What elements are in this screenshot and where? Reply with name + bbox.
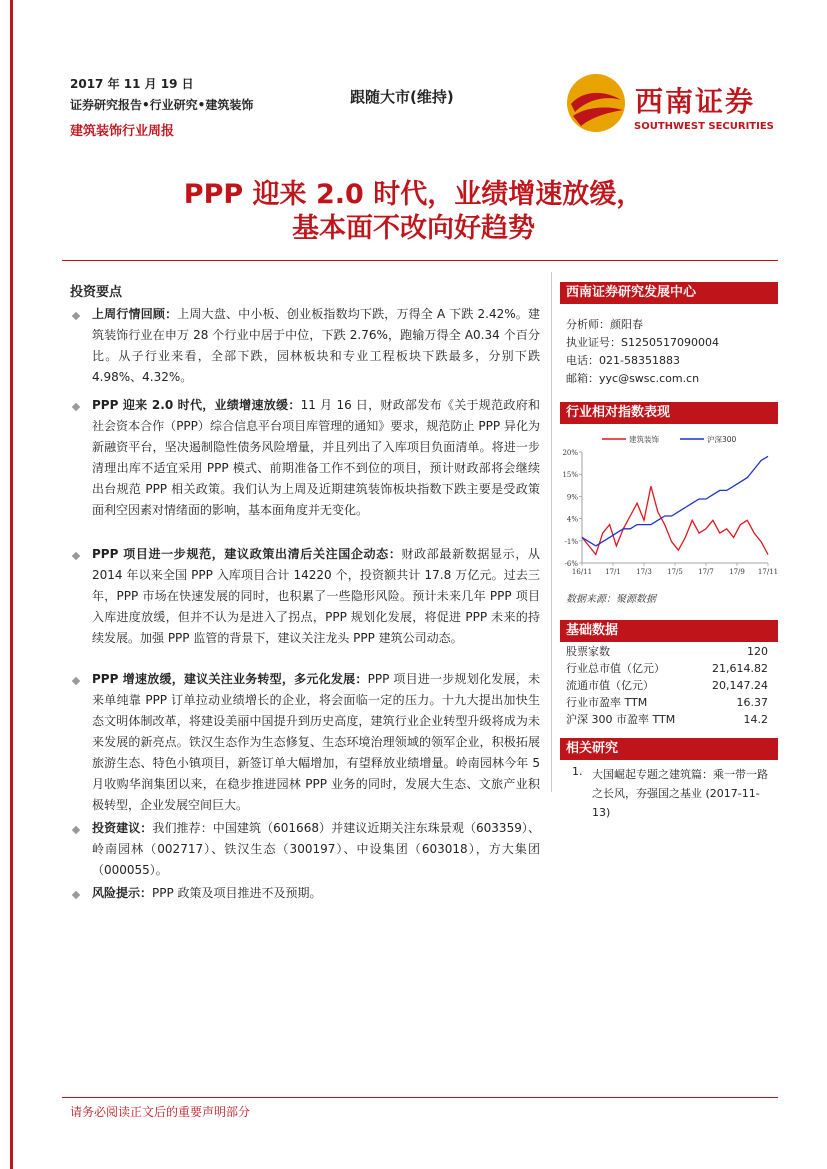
point-text: PPP 政策及项目推进不及预期。 xyxy=(152,886,322,900)
column-divider xyxy=(551,272,552,792)
research-center-header: 西南证券研究发展中心 xyxy=(560,282,778,304)
rating: 跟随大市(维持) xyxy=(350,88,454,106)
row-value: 20,147.24 xyxy=(712,679,768,692)
bullet-icon xyxy=(72,403,80,411)
bullet-icon xyxy=(72,826,80,834)
point-investment-advice xyxy=(92,818,540,881)
point-head: PPP 迎来 2.0 时代，业绩增速放缓： xyxy=(92,398,301,412)
report-date: 2017 年 11 月 19 日 xyxy=(70,77,194,91)
row-label: 行业市盈率 TTM xyxy=(566,696,648,709)
y-tick-label: -1% xyxy=(564,537,578,546)
table-row xyxy=(566,677,768,694)
analyst-license: 执业证号：S1250517090004 xyxy=(566,336,719,349)
bullet-icon xyxy=(72,891,80,899)
y-tick-label: 4% xyxy=(566,515,578,524)
point-ppp-regulation xyxy=(92,544,540,649)
footer-note: 请务必阅读正文后的重要声明部分 xyxy=(70,1105,251,1119)
footer-divider xyxy=(62,1097,778,1098)
point-text: PPP 项目进一步规划化发展，未来单纯靠 PPP 订单拉动业绩增长的企业，将会面临一定的压力。十九大提出加快生态文明体制改革，将建设美丽中国提升到历史高度，建筑行业企业转型升级将成为未来发展的新亮点。铁汉生态作为生态修复、生态环境治理领域的领军企业，积极拓展旅游生态、特色小镇项目，新签订单大幅增加，有望释放业绩增量。岭南园林今年 5 月收购华润集团以来，在稳步推进园林 PPP 业务的同时，发展大生态、文旅产业积极转型，企业发展空间巨大。 xyxy=(92,672,540,812)
table-row xyxy=(566,694,768,711)
report-title-line2: 基本面不改向好趋势 xyxy=(292,213,535,244)
analyst-name: 分析师：颜阳春 xyxy=(566,318,643,331)
row-label: 行业总市值（亿元） xyxy=(566,662,665,675)
row-value: 21,614.82 xyxy=(712,662,768,675)
row-value: 16.37 xyxy=(736,696,768,709)
analyst-phone: 电话：021-58351883 xyxy=(566,354,680,367)
table-row xyxy=(566,643,768,660)
table-row xyxy=(566,711,768,728)
analyst-email[interactable]: 邮箱：yyc@swsc.com.cn xyxy=(566,372,700,385)
row-label: 沪深 300 市盈率 TTM xyxy=(566,713,676,726)
header-divider xyxy=(62,260,778,261)
bullet-icon xyxy=(72,552,80,560)
basic-data-table xyxy=(566,643,768,728)
chart-header: 行业相对指数表现 xyxy=(560,402,778,424)
series-line-0 xyxy=(582,486,768,554)
x-tick-label: 17/7 xyxy=(698,568,714,576)
y-tick-label: 15% xyxy=(562,471,578,480)
row-label: 股票家数 xyxy=(566,645,610,658)
x-tick-label: 17/1 xyxy=(605,568,621,576)
logo-text-en: SOUTHWEST SECURITIES xyxy=(634,121,774,132)
point-head: PPP 项目进一步规范，建议政策出清后关注国企动态： xyxy=(92,547,402,561)
legend-label: 建筑装饰 xyxy=(629,435,659,444)
point-text: 11 月 16 日，财政部发布《关于规范政府和社会资本合作（PPP）综合信息平台项目库管理的通知》要求，规范防止 PPP 异化为新融资平台，坚决遏制隐性债务风险增量，并且列出了入库项目负面清单。将进一步清理出库不适宜采用 PPP 模式、前期准备工作不到位的项目，预计财政部将会继续出台规范 PPP 相关政策。我们认为上周及近期建筑装饰板块指数下跌主要是受政策面利空因素对情绪面的影响，基本面角度并无变化。 xyxy=(92,398,541,517)
bullet-icon xyxy=(72,677,80,685)
row-value: 120 xyxy=(747,645,768,658)
bullet-icon xyxy=(72,312,80,320)
point-head: 投资建议： xyxy=(92,821,153,835)
company-logo xyxy=(565,72,775,138)
point-transformation xyxy=(92,669,540,816)
point-head: 上周行情回顾： xyxy=(92,307,178,321)
y-tick-label: 20% xyxy=(562,449,578,457)
related-index: 1. xyxy=(572,765,583,778)
row-label: 流通市值（亿元） xyxy=(566,679,654,692)
x-tick-label: 17/5 xyxy=(667,568,683,576)
table-row xyxy=(566,660,768,677)
point-text: 我们推荐：中国建筑（601668）并建议近期关注东珠景观（603359）、岭南园林（002717）、铁汉生态（300197）、中设集团（603018），方大集团（000055）。 xyxy=(92,821,540,877)
x-tick-label: 17/11 xyxy=(757,568,778,576)
series-line-1 xyxy=(582,456,768,546)
basic-data-header: 基础数据 xyxy=(560,620,778,642)
row-value: 14.2 xyxy=(743,713,768,726)
chart-source: 数据来源：聚源数据 xyxy=(566,594,656,605)
point-text: 财政部最新数据显示，从 2014 年以来全国 PPP 入库项目合计 14220 个，投资额共计 17.8 万亿元。过去三年，PPP 市场在快速发展的同时，也积累了一些隐形风险。预计未来几年 PPP 项目入库进度放缓，但并不认为是进入了拐点，PPP 规划化发展，将促进 PPP 未来的持续发展。加强 PPP 监管的背景下，建议关注龙头 PPP 建筑公司动态。 xyxy=(92,547,540,645)
x-tick-label: 16/11 xyxy=(571,568,593,576)
x-tick-label: 17/3 xyxy=(636,568,652,576)
related-research-header: 相关研究 xyxy=(560,738,778,760)
logo-emblem-icon xyxy=(565,72,627,134)
chart-svg xyxy=(560,430,778,580)
point-head: PPP 增速放缓，建议关注业务转型，多元化发展： xyxy=(92,672,368,686)
point-text: 上周大盘、中小板、创业板指数均下跌，万得全 A 下跌 2.42%。建筑装饰行业在申万 28 个行业中居于中位，下跌 2.76%，跑输万得全 A0.34 个百分比。从子行业来看，全部下跌，园林板块和专业工程板块下跌最多，分别下跌 4.98%、4.32%。 xyxy=(92,307,540,384)
point-ppp-2 xyxy=(92,395,540,521)
report-title-line1: PPP 迎来 2.0 时代，业绩增速放缓， xyxy=(183,179,644,210)
related-item[interactable]: 大国崛起专题之建筑篇：乘一带一路之长风，夯强国之基业 (2017-11-13) xyxy=(592,768,768,819)
y-tick-label: 9% xyxy=(566,493,578,502)
legend-label: 沪深300 xyxy=(707,435,737,444)
relative-index-chart xyxy=(560,430,778,580)
report-series: 建筑装饰行业周报 xyxy=(70,124,175,139)
point-review xyxy=(92,304,540,388)
point-head: 风险提示： xyxy=(92,886,153,900)
section-title: 投资要点 xyxy=(70,285,123,300)
y-tick-label: -6% xyxy=(564,560,578,568)
logo-text-cn: 西南证券 xyxy=(635,85,756,118)
report-type: 证券研究报告•行业研究•建筑装饰 xyxy=(70,98,254,112)
point-risk xyxy=(92,883,540,904)
x-tick-label: 17/9 xyxy=(729,568,745,576)
